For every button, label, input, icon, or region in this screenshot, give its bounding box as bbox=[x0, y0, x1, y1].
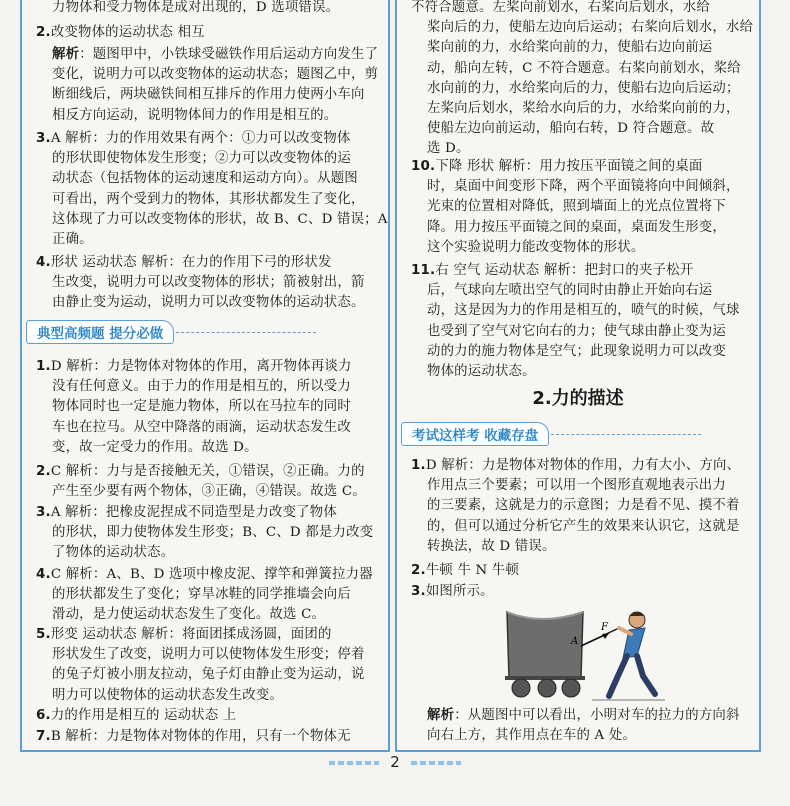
line-text: 明力可以使物体的运动状态发生改变。 bbox=[52, 687, 284, 703]
line-text: 牛顿 牛 N 牛顿 bbox=[425, 563, 520, 578]
question-number: 5. bbox=[36, 627, 51, 642]
answer-line bbox=[36, 625, 382, 645]
line-text: 形状发生了改变，说明力可以使物体发生形变；停着 bbox=[52, 647, 365, 663]
line-text: 的形状都发生了变化；穿旱冰鞋的同学推墙会向后 bbox=[52, 587, 351, 603]
analysis-keyword: 解析 bbox=[427, 708, 455, 723]
boy-legs bbox=[609, 656, 655, 696]
answer-line bbox=[36, 149, 382, 169]
line-text: 作用点三个要素；可以用一个图形直观地表示出力 bbox=[427, 478, 726, 494]
answer-line bbox=[411, 342, 753, 362]
analysis-keyword: 解析 bbox=[52, 47, 80, 62]
answer-line bbox=[411, 119, 753, 139]
line-text: 形状 运动状态 解析：在力的作用下弓的形状发 bbox=[50, 255, 332, 270]
cart-wheel-right bbox=[562, 679, 580, 697]
answer-line bbox=[411, 706, 753, 726]
line-text: B 解析：力是物体对物体的作用，只有一个物体无 bbox=[50, 729, 351, 744]
answer-item bbox=[36, 625, 382, 706]
line-text: A 解析：力的作用效果有两个：①力可以改变物体 bbox=[50, 131, 351, 146]
answer-line bbox=[411, 79, 753, 99]
answer-line bbox=[411, 322, 753, 342]
answer-line bbox=[36, 0, 382, 18]
answer-item bbox=[411, 261, 753, 382]
left-section-header bbox=[26, 321, 316, 343]
line-text: C 解析：力与是否接触无关，①错误，②正确。力的 bbox=[50, 464, 365, 479]
line-text: 也受到了空气对它向右的力；使气球由静止变为运 bbox=[427, 323, 726, 339]
answer-line bbox=[36, 418, 382, 438]
line-text: D 解析：力是物体对物体的作用，离开物体再谈力 bbox=[50, 359, 352, 374]
line-text: 形变 运动状态 解析：将面团揉成汤圆，面团的 bbox=[50, 627, 332, 642]
answer-line bbox=[411, 476, 753, 496]
answer-line bbox=[36, 85, 382, 105]
line-text: 动，这是因为力的作用是相互的，喷气的时候，气球 bbox=[427, 303, 740, 319]
boy-pulling-cart-figure bbox=[497, 606, 667, 702]
line-text: 如图所示。 bbox=[425, 584, 494, 599]
line-text: 断细线后，两块磁铁间相互排斥的作用力使两小车向 bbox=[52, 87, 365, 103]
answer-line bbox=[411, 582, 753, 602]
line-text: 桨向前的力，水给桨向前的力，使船右边向前运 bbox=[427, 40, 713, 56]
footer-dots-right bbox=[411, 761, 461, 765]
line-text: ：题图甲中，小铁球受磁铁作用后运动方向发生了 bbox=[79, 47, 379, 62]
line-text: 的形状，即力使物体发生形变；B、C、D 都是力改变 bbox=[52, 525, 374, 541]
page-footer bbox=[0, 752, 790, 774]
line-text: 动的力的施力物体是空气；此现象说明力可以改变 bbox=[427, 343, 726, 359]
question-number: 7. bbox=[36, 729, 51, 744]
line-text: 这体现了力可以改变物体的形状，故 B、C、D 错误；A bbox=[52, 211, 388, 227]
answer-line bbox=[411, 517, 753, 537]
answer-line bbox=[411, 726, 753, 746]
answer-item bbox=[36, 23, 382, 43]
line-text: 产生至少要有两个物体，③正确，④错误。故选 C。 bbox=[52, 484, 366, 500]
answer-line bbox=[411, 261, 753, 281]
line-text: 向右上方，其作用点在车的 A 处。 bbox=[427, 728, 637, 744]
section-divider bbox=[551, 434, 701, 435]
right-column bbox=[395, 0, 761, 752]
line-text: 力物体和受力物体是成对出现的，D 选项错误。 bbox=[52, 0, 340, 15]
section-divider bbox=[176, 332, 316, 333]
answer-line bbox=[411, 561, 753, 581]
question-number: 2. bbox=[36, 25, 51, 40]
line-text: 没有任何意义。由于力的作用是相互的，所以受力 bbox=[52, 379, 351, 395]
line-text: 改变物体的运动状态 相互 bbox=[50, 25, 205, 40]
answer-line bbox=[411, 157, 753, 177]
answer-line bbox=[411, 238, 753, 258]
answer-line bbox=[36, 585, 382, 605]
section-tab-label: 典型高频题 提分必做 bbox=[26, 320, 174, 344]
answer-line bbox=[36, 65, 382, 85]
answer-line bbox=[36, 565, 382, 585]
line-text: 可看出，两个受到力的物体，其形状都发生了变化， bbox=[52, 191, 365, 207]
label-A: A bbox=[571, 636, 579, 647]
answer-item bbox=[36, 462, 382, 502]
answer-line bbox=[411, 362, 753, 382]
answer-line bbox=[36, 106, 382, 126]
answer-line bbox=[36, 23, 382, 43]
answer-line bbox=[411, 496, 753, 516]
question-number: 4. bbox=[36, 255, 51, 270]
line-text: A 解析：把橡皮泥捏成不同造型是力改变了物体 bbox=[50, 505, 337, 520]
answer-line bbox=[36, 727, 382, 747]
line-text: D 解析：力是物体对物体的作用，力有大小、方向、 bbox=[425, 458, 741, 473]
answer-line bbox=[36, 169, 382, 189]
answer-line bbox=[36, 482, 382, 502]
answer-line bbox=[411, 177, 753, 197]
answer-line bbox=[36, 605, 382, 625]
question-number: 6. bbox=[36, 708, 51, 723]
answer-line bbox=[411, 218, 753, 238]
answer-item bbox=[36, 357, 382, 458]
answer-line bbox=[36, 377, 382, 397]
line-text: 动，船向左转，C 不符合题意。右桨向前划水，桨给 bbox=[427, 60, 741, 76]
answer-item bbox=[36, 727, 382, 747]
line-text: 的，但可以通过分析它产生的效果来认识它，这就是 bbox=[427, 518, 740, 534]
line-text: 桨向后的力，使船左边向后运动；右桨向后划水，水给 bbox=[427, 20, 754, 36]
answer-line bbox=[36, 645, 382, 665]
answer-line bbox=[36, 293, 382, 313]
question-number: 2. bbox=[411, 563, 426, 578]
footer-dots-left bbox=[329, 761, 379, 765]
answer-item bbox=[36, 503, 382, 564]
line-text: 光束的位置相对降低，照到墙面上的光点位置将下 bbox=[427, 199, 726, 215]
line-text: 选 D。 bbox=[427, 141, 470, 157]
answer-item bbox=[36, 0, 382, 18]
line-text: C 解析：A、B、D 选项中橡皮泥、撑竿和弹簧拉力器 bbox=[50, 567, 373, 582]
answer-item bbox=[411, 582, 753, 602]
question-number: 2. bbox=[36, 464, 51, 479]
answer-item bbox=[411, 157, 753, 258]
line-text: 车也在拉马。从空中降落的雨滴，运动状态发生改 bbox=[52, 419, 351, 435]
answer-item bbox=[411, 706, 753, 746]
question-number: 10. bbox=[411, 159, 436, 174]
line-text: 这个实验说明力能改变物体的形状。 bbox=[427, 239, 645, 255]
line-text: 下降 形状 解析：用力按压平面镜之间的桌面 bbox=[435, 159, 703, 174]
answer-line bbox=[36, 129, 382, 149]
cart-wheel-middle bbox=[538, 679, 556, 697]
question-number: 1. bbox=[411, 458, 426, 473]
line-text: 生改变，说明力可以改变物体的形状；箭被射出，箭 bbox=[52, 275, 365, 291]
line-text: 变化，说明力可以改变物体的运动状态；题图乙中，剪 bbox=[52, 67, 379, 83]
cart-wheel-left bbox=[512, 679, 530, 697]
line-text: 物体的运动状态。 bbox=[427, 363, 536, 379]
answer-item bbox=[36, 253, 382, 314]
answer-line bbox=[36, 543, 382, 563]
answer-line bbox=[36, 273, 382, 293]
line-text: 正确。 bbox=[52, 231, 93, 247]
question-number: 4. bbox=[36, 567, 51, 582]
boy-arm bbox=[619, 628, 631, 634]
answer-line bbox=[411, 301, 753, 321]
answer-item bbox=[36, 565, 382, 626]
line-text: 的形状即使物体发生形变；②力可以改变物体的运 bbox=[52, 151, 351, 167]
label-F: F bbox=[601, 622, 608, 633]
answer-line bbox=[36, 190, 382, 210]
answer-line bbox=[36, 210, 388, 230]
question-number: 1. bbox=[36, 359, 51, 374]
answer-item bbox=[36, 706, 382, 726]
answer-item bbox=[411, 456, 753, 557]
answer-line bbox=[36, 462, 382, 482]
answer-line bbox=[36, 253, 382, 273]
answer-item bbox=[411, 0, 753, 160]
answer-line bbox=[411, 537, 753, 557]
answer-line bbox=[411, 18, 753, 38]
line-text: 不符合题意。左桨向前划水，右桨向后划水，水给 bbox=[411, 0, 710, 15]
answer-line bbox=[36, 397, 382, 417]
answer-line bbox=[36, 45, 382, 65]
line-text: 左桨向后划水，桨给水向后的力，水给桨向前的力， bbox=[427, 100, 740, 116]
line-text: 力的作用是相互的 运动状态 上 bbox=[50, 708, 237, 723]
right-section-header bbox=[401, 423, 701, 445]
answer-line bbox=[411, 59, 753, 79]
answer-line bbox=[36, 438, 382, 458]
line-text: 转换法，故 D 错误。 bbox=[427, 538, 556, 554]
line-text: 的兔子灯被小朋友拉动，兔子灯由静止变为运动，说 bbox=[52, 667, 365, 683]
answer-item bbox=[36, 129, 388, 250]
line-text: 了物体的运动状态。 bbox=[52, 545, 175, 561]
lesson-title: 2.力的描述 bbox=[532, 388, 624, 409]
line-text: 的三要素，这就是力的示意图；力是看不见、摸不着 bbox=[427, 498, 740, 514]
line-text: ：从题图中可以看出，小明对车的拉力的方向斜 bbox=[454, 708, 740, 723]
question-number: 11. bbox=[411, 263, 436, 278]
question-number: 3. bbox=[411, 584, 426, 599]
answer-item bbox=[411, 561, 753, 581]
line-text: 右 空气 运动状态 解析：把封口的夹子松开 bbox=[435, 263, 694, 278]
question-number: 3. bbox=[36, 131, 51, 146]
line-text: 动状态（包括物体的运动速度和运动方向）。从题图 bbox=[52, 171, 358, 187]
line-text: 后，气球向左喷出空气的同时由静止开始向右运 bbox=[427, 283, 713, 299]
section-tab-label: 考试这样考 收藏存盘 bbox=[401, 422, 549, 446]
answer-line bbox=[411, 99, 753, 119]
answer-line bbox=[36, 357, 382, 377]
line-text: 物体同时也一定是施力物体，所以在马拉车的同时 bbox=[52, 399, 351, 415]
boy-hair bbox=[629, 612, 645, 616]
page-number: 2 bbox=[390, 753, 400, 771]
line-text: 滑动，是力使运动状态发生了变化。故选 C。 bbox=[52, 607, 326, 623]
line-text: 相反方向运动，说明物体间力的作用是相互的。 bbox=[52, 107, 338, 123]
answer-item bbox=[36, 45, 382, 126]
answer-line bbox=[36, 523, 382, 543]
answer-line bbox=[411, 38, 753, 58]
answer-line bbox=[36, 706, 382, 726]
answer-line bbox=[36, 686, 382, 706]
line-text: 降。用力按压平面镜之间的桌面，桌面发生形变， bbox=[427, 219, 726, 235]
answer-line bbox=[36, 230, 382, 250]
answer-line bbox=[411, 197, 753, 217]
line-text: 变，故一定受力的作用。故选 D。 bbox=[52, 439, 258, 455]
left-column bbox=[20, 0, 390, 752]
answer-line bbox=[411, 281, 753, 301]
line-text: 时，桌面中间变形下降，两个平面镜将向中间倾斜， bbox=[427, 179, 740, 195]
answer-line bbox=[411, 0, 753, 18]
answer-line bbox=[36, 503, 382, 523]
answer-line bbox=[411, 456, 753, 476]
answer-line bbox=[36, 665, 382, 685]
line-text: 使船左边向前运动，船向右转，D 符合题意。故 bbox=[427, 121, 715, 137]
line-text: 由静止变为运动，说明力可以改变物体的运动状态。 bbox=[52, 295, 365, 311]
question-number: 3. bbox=[36, 505, 51, 520]
line-text: 水向前的力，水给桨向后的力，使船右边向后运动； bbox=[427, 80, 740, 96]
